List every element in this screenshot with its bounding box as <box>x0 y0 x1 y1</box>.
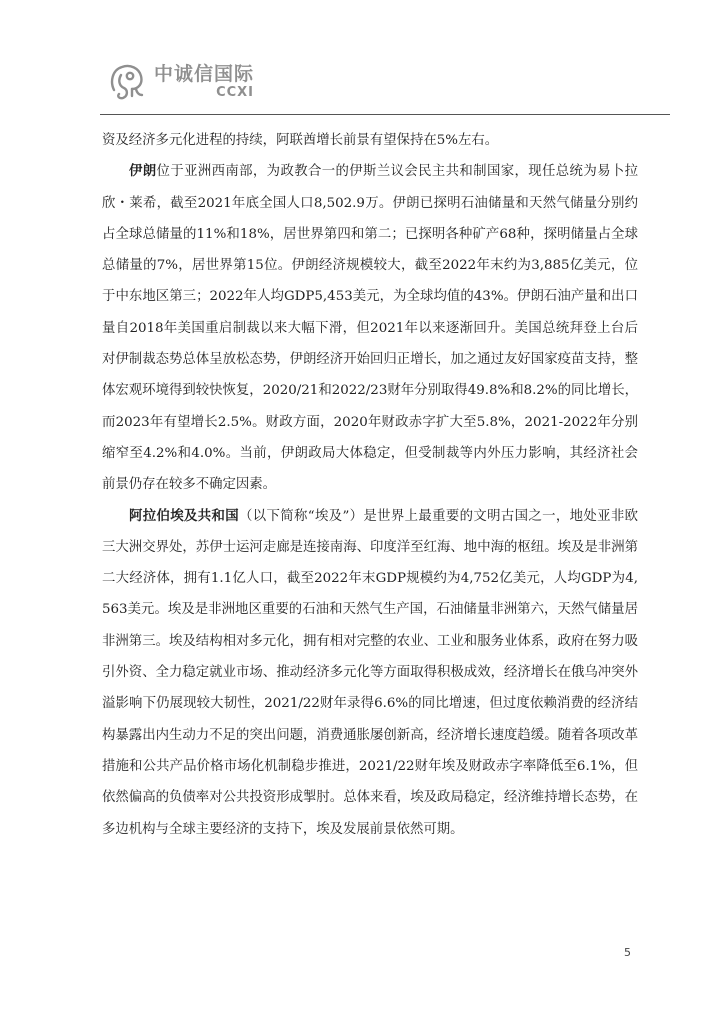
page-number: 5 <box>624 946 631 959</box>
paragraph-egypt <box>102 501 638 845</box>
paragraph-text: 位于亚洲西南部，为政教合一的伊斯兰议会民主共和制国家，现任总统为易卜拉欣・莱希，截至2021年底全国人口8,502.9万。伊朗已探明石油储量和天然气储量分别约占全球总储量的11%和18%，居世界第四和第二；已探明各种矿产68种，探明储量占全球总储量的7%，居世界第15位。伊朗经济规模较大，截至2022年末约为3,885亿美元，位于中东地区第三；2022年人均GDP5,453美元，为全球均值的43%。伊朗石油产量和出口量自2018年美国重启制裁以来大幅下滑，但2021年以来逐渐回升。美国总统拜登上台后对伊制裁态势总体呈放松态势，伊朗经济开始回归正增长，加之通过友好国家疫苗支持，整体宏观环境得到较快恢复，2020/21和2022/23财年分别取得49.8%和8.2%的同比增长，而2023年有望增长2.5%。财政方面，2020年财政赤字扩大至5.8%，2021-2022年分别缩窄至4.2%和4.0%。当前，伊朗政局大体稳定，但受制裁等内外压力影响，其经济社会前景仍存在较多不确定因素。 <box>102 164 639 493</box>
paragraph-lead-iran: 伊朗 <box>129 163 157 180</box>
paragraph-text: （以下简称“埃及”）是世界上最重要的文明古国之一，地处亚非欧三大洲交界处，苏伊士运河走廊是连接南海、印度洋至红海、地中海的枢纽。埃及是非洲第二大经济体，拥有1.1亿人口，截至2022年末GDP规模约为4,752亿美元，人均GDP为4,563美元。埃及是非洲地区重要的石油和天然气生产国，石油储量非洲第六，天然气储量居非洲第三。埃及结构相对多元化，拥有相对完整的农业、工业和服务业体系，政府在努力吸引外资、全力稳定就业市场、推动经济多元化等方面取得积极成效，经济增长在俄乌冲突外溢影响下仍展现较大韧性，2021/22财年录得6.6%的同比增速，但过度依赖消费的经济结构暴露出内生动力不足的突出问题，消费通胀屡创新高，经济增长速度趋缓。随着各项改革措施和公共产品价格市场化机制稳步推进，2021/22财年埃及财政赤字率降低至6.1%，但依然偏高的负债率对公共投资形成掣肘。总体来看，埃及政局稳定，经济维持增长态势，在多边机构与全球主要经济的支持下，埃及发展前景依然可期。 <box>102 508 638 837</box>
ccxi-logo <box>106 60 254 104</box>
page-header <box>100 56 670 112</box>
elephant-logo-icon <box>106 60 150 104</box>
paragraph-uae-continued <box>102 125 638 156</box>
header-divider <box>100 114 670 115</box>
document-body <box>102 125 638 845</box>
logo-chinese-name: 中诚信国际 <box>154 63 255 85</box>
paragraph-lead-egypt: 阿拉伯埃及共和国 <box>129 507 239 524</box>
paragraph-text: 资及经济多元化进程的持续，阿联酋增长前景有望保持在5%左右。 <box>102 133 499 148</box>
logo-english-name: CCXI <box>216 85 255 100</box>
logo-text <box>154 65 254 99</box>
paragraph-iran <box>102 156 638 500</box>
